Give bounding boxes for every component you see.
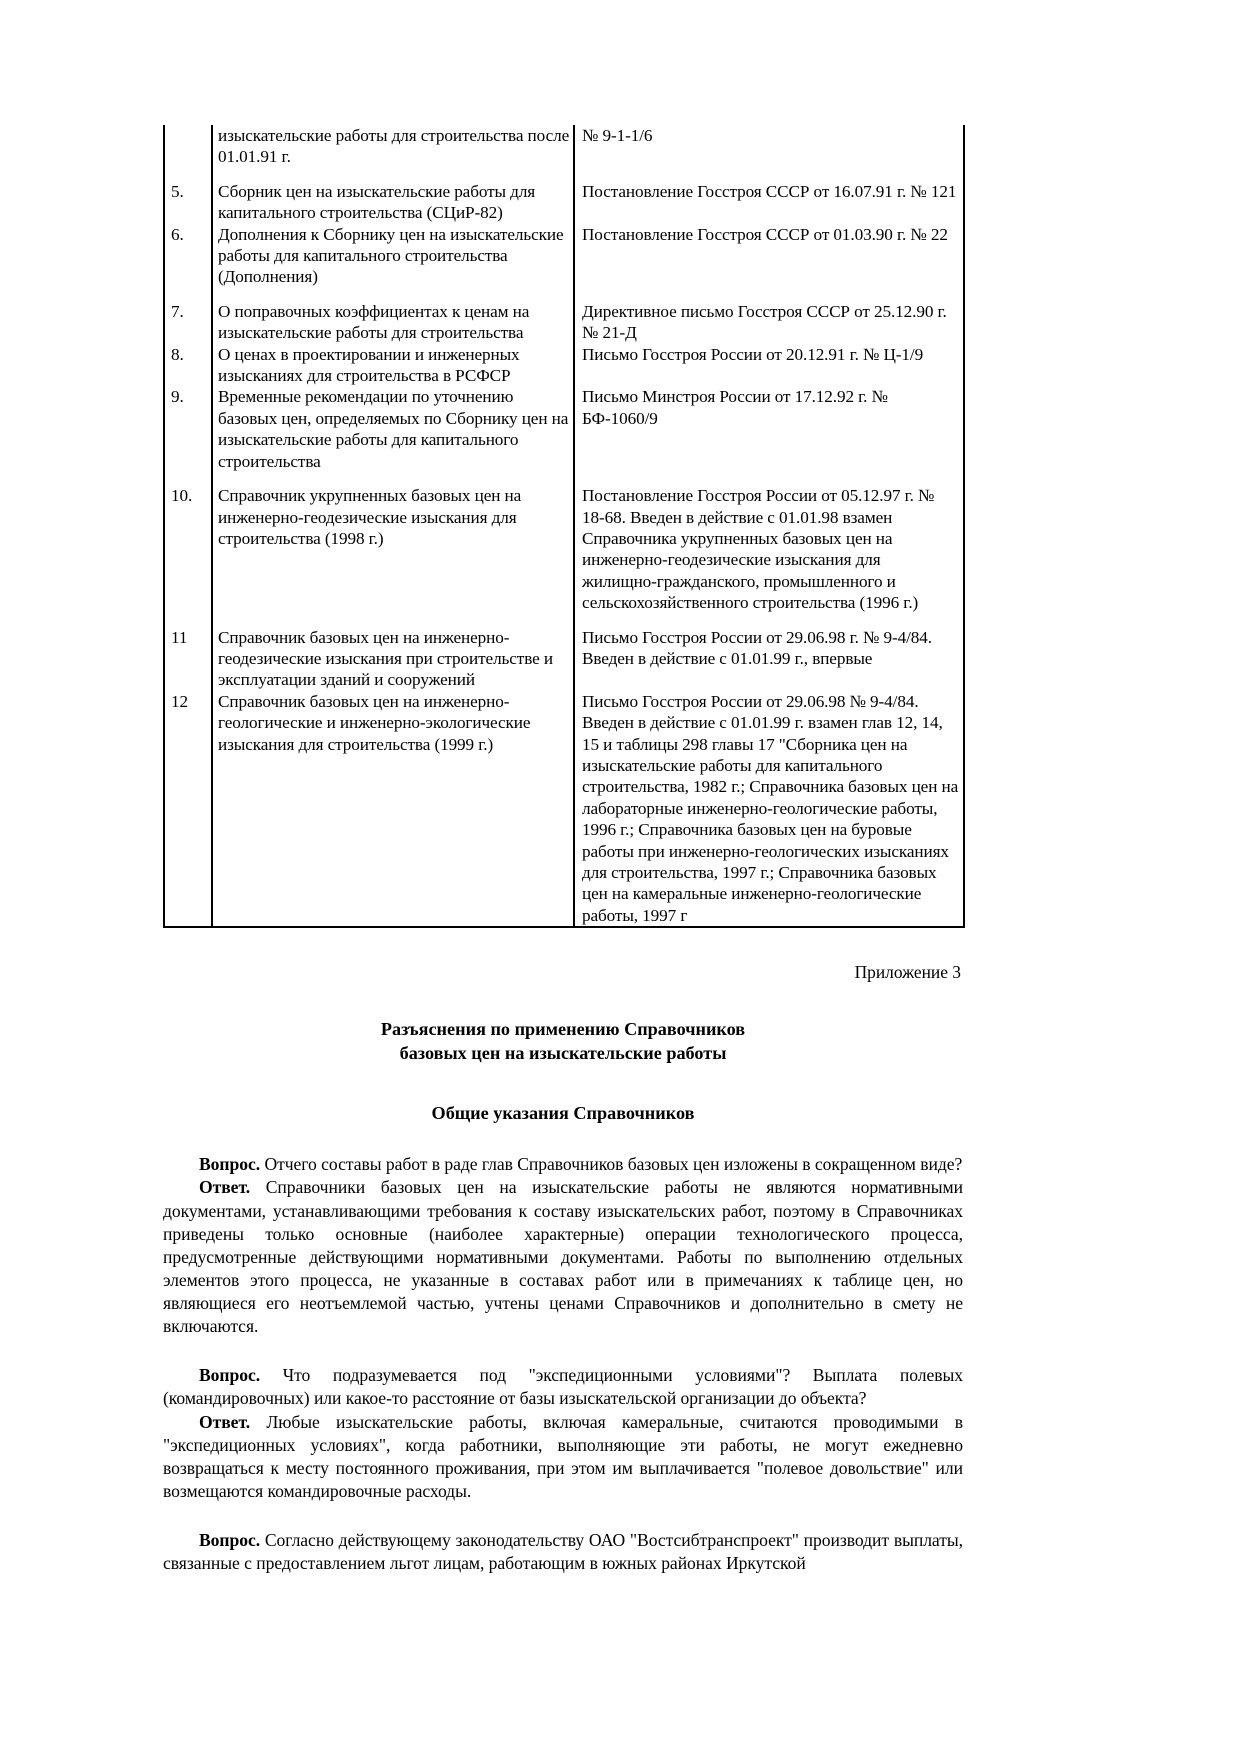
- row-document-reference: № 9-1-1/6: [582, 126, 653, 145]
- row-document-name: Справочник базовых цен на инженерно-геодезические изыскания при строительстве и эксплуатации зданий и сооружений: [212, 614, 574, 691]
- row-number: 9.: [164, 386, 212, 472]
- row-document-name: Справочник базовых цен на инженерно-геологические и инженерно-экологические изыскания для строительства (1999 г.): [212, 691, 574, 927]
- row-document-reference: Постановление Госстроя СССР от 01.03.90 г. № 22: [582, 224, 948, 244]
- page-title-line-1: Разъяснения по применению Справочников: [380, 1019, 746, 1040]
- page-content: [163, 0, 963, 1575]
- section-subtitle: Общие указания Справочников: [431, 1102, 695, 1123]
- row-number: 11: [164, 614, 212, 691]
- reference-documents-table: [163, 125, 965, 928]
- question-text: Что подразумевается под "экспедиционными условиями"? Выплата полевых (командировочных) или какое-то расстояние от базы изыскательской организации до объекта?: [163, 1365, 963, 1409]
- row-document-name: Временные рекомендации по уточнению базовых цен, определяемых по Сборнику цен на изыскательские работы для капитального строительства: [212, 386, 574, 472]
- qa-question-3: [163, 1529, 963, 1575]
- question-lead-label: Вопрос.: [199, 1365, 261, 1386]
- qa-answer-1: [163, 1176, 963, 1338]
- appendix-label: Приложение 3: [854, 962, 961, 983]
- row-document-reference: Письмо Госстроя России от 20.12.91 г. № Ц-1/9: [582, 344, 924, 364]
- row-number: 8.: [164, 344, 212, 387]
- row-number: 5.: [164, 168, 212, 224]
- qa-answer-2: [163, 1411, 963, 1504]
- table-row: [164, 168, 964, 224]
- table-body: [164, 125, 964, 927]
- row-number: [164, 125, 212, 168]
- row-document-name: изыскательские работы для строительства после 01.01.91 г.: [212, 125, 574, 168]
- row-document-reference: Постановление Госстроя СССР от 16.07.91 г. № 121: [582, 181, 957, 201]
- row-document-name: Дополнения к Сборнику цен на изыскательские работы для капитального строительства (Дополнения): [212, 224, 574, 288]
- qa-question-1: [163, 1153, 963, 1176]
- row-document-reference: Письмо Минстроя России от 17.12.92 г. № БФ-1060/9: [582, 387, 888, 428]
- row-number: 7.: [164, 288, 212, 344]
- table-row: [164, 288, 964, 344]
- row-document-reference: Постановление Госстроя России от 05.12.97 г. № 18-68. Введен в действие с 01.01.98 взамен Справочника укрупненных базовых цен на инженерно-геодезические изыскания для жилищно-гражданского, промышленного и сельскохозяйственного строительства (1996 г.): [582, 486, 935, 613]
- row-document-name: О ценах в проектировании и инженерных изысканиях для строительства в РСФСР: [212, 344, 574, 387]
- question-lead-label: Вопрос.: [199, 1530, 261, 1551]
- table-row: [164, 344, 964, 387]
- row-document-name: Справочник укрупненных базовых цен на инженерно-геодезические изыскания для строительства (1998 г.): [212, 472, 574, 613]
- row-document-name: О поправочных коэффициентах к ценам на изыскательские работы для строительства: [212, 288, 574, 344]
- table-row: [164, 125, 964, 168]
- page-title: [163, 1017, 963, 1065]
- page-title-line-2: базовых цен на изыскательские работы: [399, 1043, 727, 1064]
- row-number: 10.: [164, 472, 212, 613]
- row-document-reference: Письмо Госстроя России от 29.06.98 № 9-4/84. Введен в действие с 01.01.99 г. взамен глав 12, 14, 15 и таблицы 298 главы 17 "Сборника цен на изыскательские работы для капитального строительства, 1982 г.; Справочника базовых цен на лабораторные инженерно-геологические работы, 1996 г.; Справочника базовых цен на буровые работы при инженерно-геологических изысканиях для строительства, 1997 г.; Справочника базовых цен на камеральные инженерно-геологические работы, 1997 г: [582, 691, 959, 925]
- row-document-reference: Письмо Госстроя России от 29.06.98 г. № 9-4/84. Введен в действие с 01.01.99 г., впервые: [582, 627, 932, 668]
- table-row: [164, 386, 964, 472]
- row-document-name: Сборник цен на изыскательские работы для капитального строительства (СЦиР-82): [212, 168, 574, 224]
- table-row: [164, 691, 964, 927]
- table-row: [164, 472, 964, 613]
- question-text: Согласно действующему законодательству ОАО "Востсибтранспроект" производит выплаты, связанные с предоставлением льгот лицам, работающим в южных районах Иркутской: [163, 1530, 963, 1574]
- row-document-reference: Директивное письмо Госстроя СССР от 25.12.90 г. № 21-Д: [582, 301, 947, 343]
- answer-lead-label: Ответ.: [199, 1177, 251, 1198]
- question-text: Отчего составы работ в раде глав Справочников базовых цен изложены в сокращенном виде?: [260, 1154, 963, 1175]
- answer-text: Любые изыскательские работы, включая камеральные, считаются проводимыми в "экспедиционных условиях", когда работники, выполняющие эти работы, не могут ежедневно возвращаться к месту постоянного проживания, при этом им выплачивается "полевое довольствие" или возмещаются командировочные расходы.: [163, 1411, 963, 1501]
- row-number: 12: [164, 691, 212, 927]
- question-lead-label: Вопрос.: [199, 1154, 261, 1175]
- row-number: 6.: [164, 224, 212, 288]
- table-row: [164, 224, 964, 288]
- table-row: [164, 614, 964, 691]
- answer-text: Справочники базовых цен на изыскательские работы не являются нормативными документами, устанавливающими требования к составу изыскательских работ, поэтому в Справочниках приведены только основные (наиболее характерные) операции технологического процесса, предусмотренные действующими нормативными документами. Работы по выполнению отдельных элементов этого процесса, не указанные в составах работ или в примечаниях к таблице цен, но являющиеся его неотъемлемой частью, учтены ценами Справочников и дополнительно в смету не включаются.: [163, 1177, 963, 1337]
- qa-question-2: [163, 1364, 963, 1410]
- answer-lead-label: Ответ.: [199, 1411, 251, 1432]
